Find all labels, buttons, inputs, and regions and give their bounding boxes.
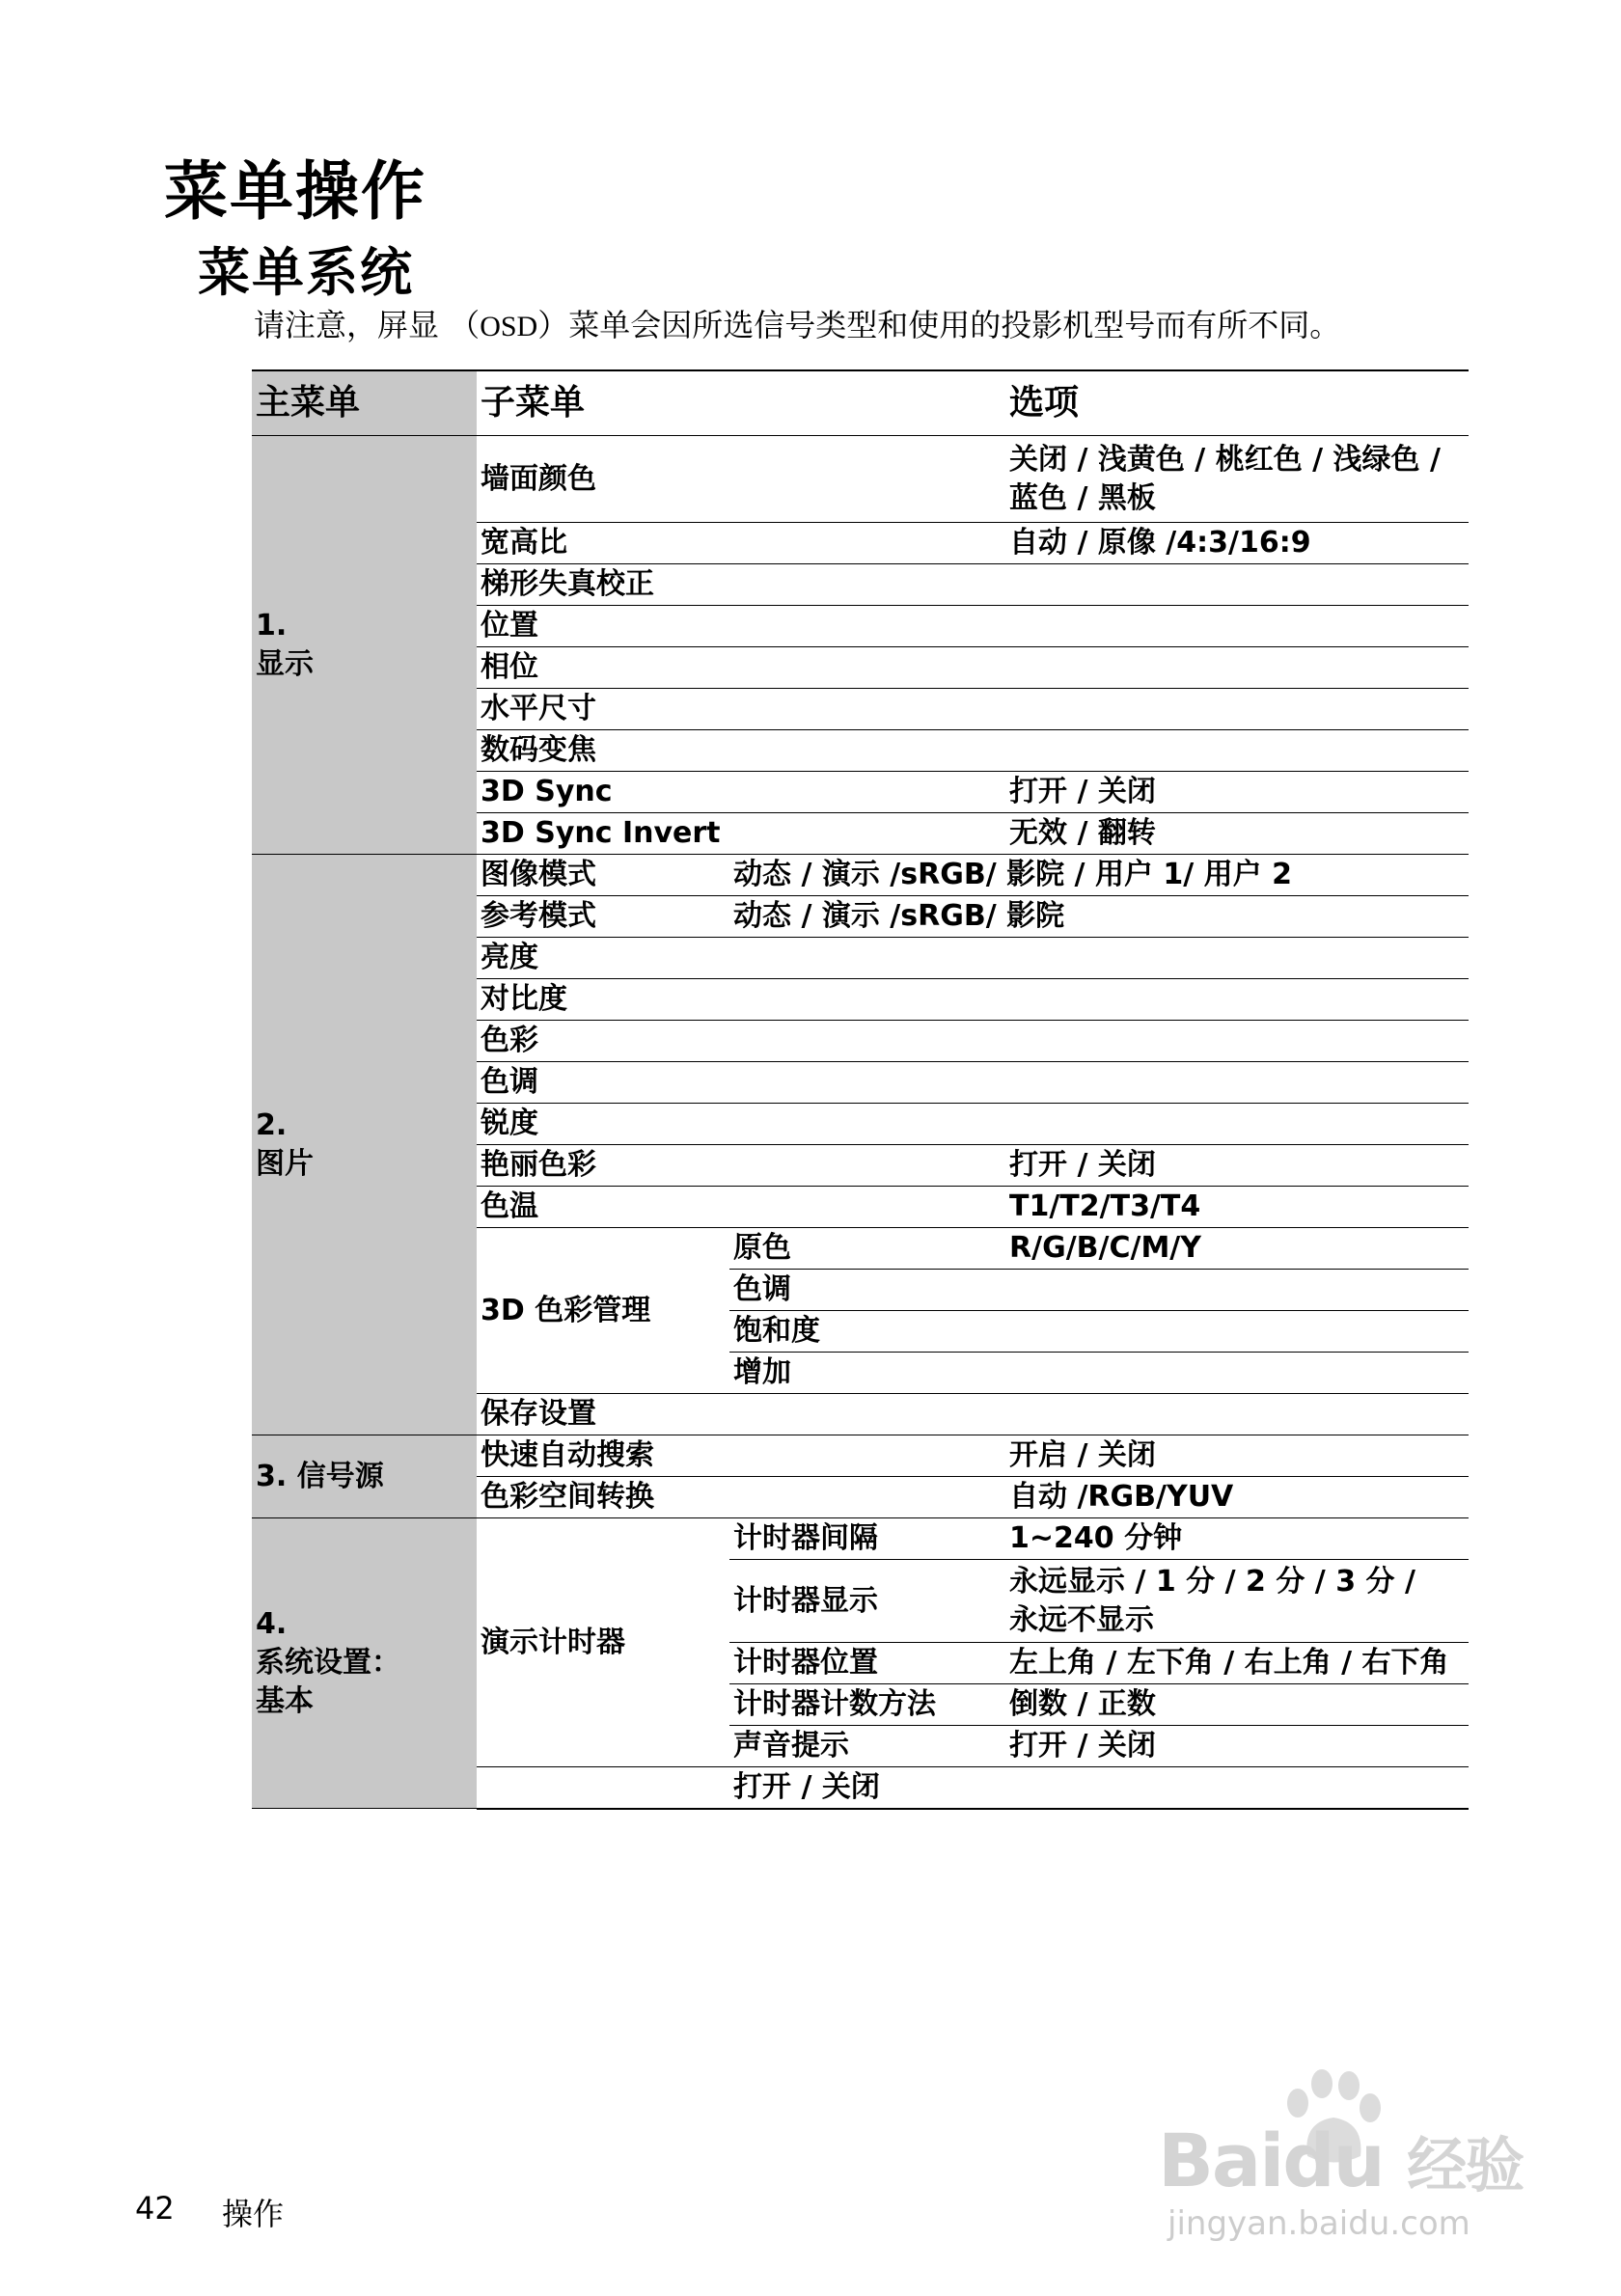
submenu-item: 图像模式 [477, 855, 729, 896]
option-cell: 关闭 / 浅黄色 / 桃红色 / 浅绿色 / 蓝色 / 黑板 [1005, 436, 1469, 523]
option-cell [1005, 1270, 1469, 1311]
option-cell [1005, 689, 1469, 730]
option-cell: 打开 / 关闭 [1005, 1726, 1469, 1767]
sub-submenu-item: 计时器位置 [729, 1643, 1005, 1684]
intro-text: 请注意，屏显 （OSD）菜单会因所选信号类型和使用的投影机型号而有所不同。 [254, 307, 1341, 343]
option-cell [1005, 1767, 1469, 1809]
option-cell: 自动 /RGB/YUV [1005, 1477, 1469, 1518]
submenu-item: 快速自动搜索 [477, 1435, 1005, 1477]
empty-cell [477, 1767, 729, 1809]
header-options: 选项 [1005, 370, 1469, 436]
main-menu-display: 1. 显示 [252, 436, 477, 855]
submenu-item: 墙面颜色 [477, 436, 1005, 523]
option-cell: 无效 / 翻转 [1005, 813, 1469, 855]
sub-submenu-item: 计时器间隔 [729, 1518, 1005, 1560]
submenu-item: 3D Sync Invert [477, 813, 1005, 855]
option-cell: 动态 / 演示 /sRGB/ 影院 [729, 896, 1469, 938]
sub-submenu-item: 打开 / 关闭 [729, 1767, 1005, 1809]
main-menu-system: 4. 系统设置： 基本 [252, 1518, 477, 1809]
option-cell: 倒数 / 正数 [1005, 1684, 1469, 1726]
submenu-item: 对比度 [477, 979, 1005, 1021]
table-row [252, 1518, 1469, 1560]
option-cell [1005, 979, 1469, 1021]
main-menu-picture: 2. 图片 [252, 855, 477, 1435]
submenu-item: 色温 [477, 1187, 1005, 1228]
option-cell: 1~240 分钟 [1005, 1518, 1469, 1560]
submenu-item: 水平尺寸 [477, 689, 1005, 730]
section-heading: 菜单系统 [198, 242, 414, 303]
submenu-item: 色彩空间转换 [477, 1477, 1005, 1518]
watermark-logo: Baidu 经验 [1158, 2118, 1524, 2203]
option-cell: 永远显示 / 1 分 / 2 分 / 3 分 / 永远不显示 [1005, 1560, 1469, 1643]
footer-label: 操作 [222, 2196, 285, 2232]
option-cell [1005, 1353, 1469, 1394]
osd-menu-table [252, 369, 1469, 1810]
option-cell: 左上角 / 左下角 / 右上角 / 右下角 [1005, 1643, 1469, 1684]
submenu-item: 色调 [477, 1062, 1005, 1104]
header-main-menu: 主菜单 [252, 370, 477, 436]
table-row [252, 1435, 1469, 1477]
submenu-item-save: 保存设置 [477, 1394, 1469, 1435]
main-menu-source: 3. 信号源 [252, 1435, 477, 1518]
submenu-item: 相位 [477, 647, 1005, 689]
table-header-row [252, 370, 1469, 436]
option-cell [1005, 1062, 1469, 1104]
submenu-item-3d-color: 3D 色彩管理 [477, 1228, 729, 1394]
submenu-item: 位置 [477, 606, 1005, 647]
header-submenu: 子菜单 [477, 370, 1005, 436]
option-cell [1005, 564, 1469, 606]
sub-submenu-item: 增加 [729, 1353, 1005, 1394]
option-cell: T1/T2/T3/T4 [1005, 1187, 1469, 1228]
submenu-item: 数码变焦 [477, 730, 1005, 772]
option-cell [1005, 1104, 1469, 1145]
submenu-item: 色彩 [477, 1021, 1005, 1062]
submenu-item: 宽高比 [477, 523, 1005, 564]
sub-submenu-item: 声音提示 [729, 1726, 1005, 1767]
sub-submenu-item: 色调 [729, 1270, 1005, 1311]
sub-submenu-item: 原色 [729, 1228, 1005, 1270]
option-cell [1005, 938, 1469, 979]
option-cell: 打开 / 关闭 [1005, 772, 1469, 813]
submenu-item: 锐度 [477, 1104, 1005, 1145]
option-cell: R/G/B/C/M/Y [1005, 1228, 1469, 1270]
sub-submenu-item: 饱和度 [729, 1311, 1005, 1353]
option-cell: 开启 / 关闭 [1005, 1435, 1469, 1477]
option-cell [1005, 1311, 1469, 1353]
option-cell: 打开 / 关闭 [1005, 1145, 1469, 1187]
submenu-item: 亮度 [477, 938, 1005, 979]
submenu-item-timer: 演示计时器 [477, 1518, 729, 1767]
submenu-item: 梯形失真校正 [477, 564, 1005, 606]
submenu-item: 艳丽色彩 [477, 1145, 1005, 1187]
page-number: 42 [135, 2190, 175, 2227]
option-cell [1005, 647, 1469, 689]
sub-submenu-item: 计时器显示 [729, 1560, 1005, 1643]
option-cell [1005, 606, 1469, 647]
option-cell [1005, 730, 1469, 772]
submenu-item: 参考模式 [477, 896, 729, 938]
watermark-url: jingyan.baidu.com [1168, 2204, 1470, 2243]
sub-submenu-item: 计时器计数方法 [729, 1684, 1005, 1726]
table-row [252, 855, 1469, 896]
page-heading: 菜单操作 [164, 154, 426, 229]
submenu-item: 3D Sync [477, 772, 1005, 813]
table-row [252, 436, 1469, 523]
option-cell: 自动 / 原像 /4:3/16:9 [1005, 523, 1469, 564]
option-cell [1005, 1021, 1469, 1062]
option-cell: 动态 / 演示 /sRGB/ 影院 / 用户 1/ 用户 2 [729, 855, 1469, 896]
